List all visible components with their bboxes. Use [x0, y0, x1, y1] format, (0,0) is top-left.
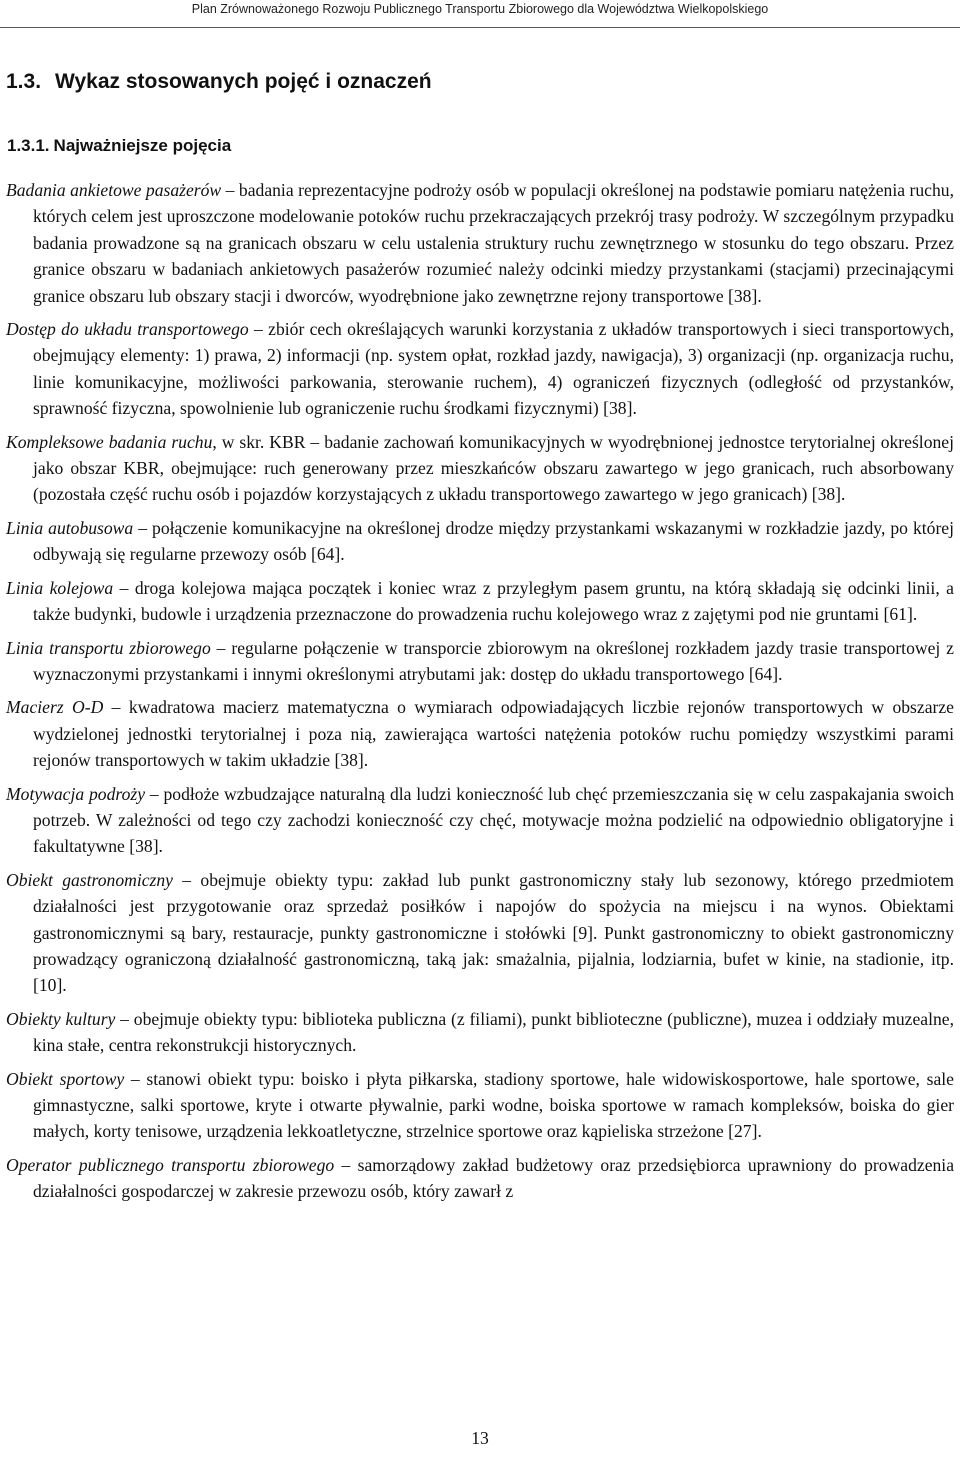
definition-term: Linia autobusowa: [6, 517, 134, 538]
definition-text: – regularne połączenie w transporcie zbiorowym na określonej rozkładem jazdy trasie transportowej z wyznaczonymi przystankami i innymi określonymi atrybutami jak: dostęp do układu transportowego [64].: [33, 637, 954, 684]
definition-text: – kwadratowa macierz matematyczna o wymiarach odpowiadających liczbie rejonów transportowych w obszarze wydzielonej jednostki terytorialnej i poza nią, zawierająca wartości natężenia potoków ruchu pomiędzy wszystkimi parami rejonów transportowych w takim układzie [38].: [33, 697, 954, 771]
definition-entry: [6, 316, 954, 422]
definition-entry: [6, 515, 954, 568]
definition-term: Linia transportu zbiorowego: [6, 637, 211, 658]
subsection-heading: [7, 136, 231, 156]
definition-term: Obiekt gastronomiczny: [6, 869, 173, 890]
definition-term: Operator publicznego transportu zbiorowego: [6, 1154, 335, 1175]
definitions-list: [6, 177, 954, 1212]
definition-text: – podłoże wzbudzające naturalną dla ludzi konieczność lub chęć przemieszczania się w celu zaspakajania swoich potrzeb. W zależności od tego czy zachodzi konieczność czy chęć, motywacje można podzielić na odpowiednio obligatoryjne i fakultatywne [38].: [33, 783, 954, 857]
definition-text: – stanowi obiekt typu: boisko i płyta piłkarska, stadiony sportowe, hale widowiskosportowe, hale sportowe, sale gimnastyczne, salki sportowe, kryte i otwarte pływalnie, parki wodne, boiska sportowe w ramach kompleksów, boiska do gier małych, korty tenisowe, urządzenia lekkoatletyczne, strzelnice sportowe oraz kąpieliska strzeżone [27].: [33, 1068, 954, 1142]
definition-term: Obiekty kultury: [6, 1008, 116, 1029]
subsection-title: Najważniejsze pojęcia: [53, 136, 232, 155]
definition-term: Obiekt sportowy: [6, 1068, 125, 1089]
definition-entry: [6, 635, 954, 688]
subsection-number: 1.3.1.: [7, 136, 50, 155]
definition-text: – obejmuje obiekty typu: biblioteka publiczna (z filiami), punkt biblioteczne (publiczne), muzea i oddziały muzealne, kina stałe, centra rekonstrukcji historycznych.: [33, 1008, 954, 1056]
definition-text: – badania reprezentacyjne podroży osób w populacji określonej na podstawie pomiaru natężenia ruchu, których celem jest uproszczone modelowanie potoków ruchu przekraczających przekrój trasy podroży. W szczególnym przypadku badania prowadzone są na granicach obszaru w celu ustalenia struktury ruchu zewnętrznego w stosunku do tego obszaru. Przez granice obszaru w badaniach ankietowych pasażerów rozumieć należy odcinki miedzy przystankami (stacjami) przecinającymi granice obszaru lub obszary stacji i dworców, wyodrębnione jako zewnętrzne rejony transportowe [38].: [33, 180, 954, 306]
definition-entry: [6, 177, 954, 309]
page-number: 13: [471, 1428, 489, 1448]
definition-term: Linia kolejowa: [6, 577, 114, 598]
definition-entry: [6, 1152, 954, 1205]
definition-entry: [6, 694, 954, 773]
definition-term: Badania ankietowe pasażerów: [6, 180, 222, 200]
definition-text: , w skr. KBR – badanie zachowań komunikacyjnych w wyodrębnionej jednostce terytorialnej określonej jako obszar KBR, obejmujące: ruch generowany przez mieszkańców obszaru zawartego w jego granicach, ruch absorbowany (pozostała część ruchu osób i pojazdów korzystających z układu transportowego zawartego w jego granicach) [38].: [33, 431, 954, 505]
definition-term: Dostęp do układu transportowego: [6, 319, 249, 340]
section-number: 1.3.: [6, 70, 42, 93]
definition-text: – połączenie komunikacyjne na określonej drodze między przystankami wskazanymi w rozkładzie jazdy, po której odbywają się regularne przewozy osób [64].: [33, 517, 954, 565]
definition-entry: [6, 867, 954, 999]
section-heading: [6, 70, 432, 94]
definition-entry: [6, 429, 954, 508]
definition-term: Macierz O-D: [6, 697, 104, 718]
header-rule: [0, 27, 960, 28]
section-title: Wykaz stosowanych pojęć i oznaczeń: [55, 70, 432, 93]
definition-text: – droga kolejowa mająca początek i koniec wraz z przyległym pasem gruntu, na którą składają się odcinki linii, a także budynki, budowle i urządzenia przeznaczone do prowadzenia ruchu kolejowego wraz z zajętymi pod nie gruntami [61].: [33, 577, 954, 625]
definition-entry: [6, 575, 954, 628]
definition-entry: [6, 1066, 954, 1145]
definition-text: – zbiór cech określających warunki korzystania z układów transportowych i sieci transportowych, obejmujący elementy: 1) prawa, 2) informacji (np. system opłat, rozkład jazdy, nawigacja), 3) organizacji (np. organizacja ruchu, linie komunikacyjne, możliwości parkowania, sterowanie ruchem), 4) ograniczeń fizycznych (odległość od przystanków, sprawność fizyczna, spowolnienie lub ograniczenie ruchu środkami fizycznymi) [38].: [33, 319, 954, 419]
running-header: Plan Zrównoważonego Rozwoju Publicznego Transportu Zbiorowego dla Województwa Wielkopolskiego: [191, 2, 769, 16]
definition-text: – obejmuje obiekty typu: zakład lub punkt gastronomiczny stały lub sezonowy, którego przedmiotem działalności jest przygotowanie oraz sprzedaż posiłków i napojów do spożycia na miejscu i na wynos. Obiektami gastronomicznymi są bary, restauracje, punkty gastronomiczne i stołówki [9]. Punkt gastronomiczny to obiekt gastronomiczny prowadzący ograniczoną działalność gastronomiczną, taką jak: smażalnia, pijalnia, lodziarnia, bufet w kinie, na stadionie, itp. [10].: [33, 869, 954, 996]
definition-term: Motywacja podroży: [6, 783, 146, 804]
definition-entry: [6, 1006, 954, 1059]
definition-entry: [6, 781, 954, 860]
definition-term: Kompleksowe badania ruchu: [6, 431, 213, 452]
definition-text: – samorządowy zakład budżetowy oraz przedsiębiorca uprawniony do prowadzenia działalności gospodarczej w zakresie przewozu osób, który zawarł z: [33, 1154, 955, 1202]
